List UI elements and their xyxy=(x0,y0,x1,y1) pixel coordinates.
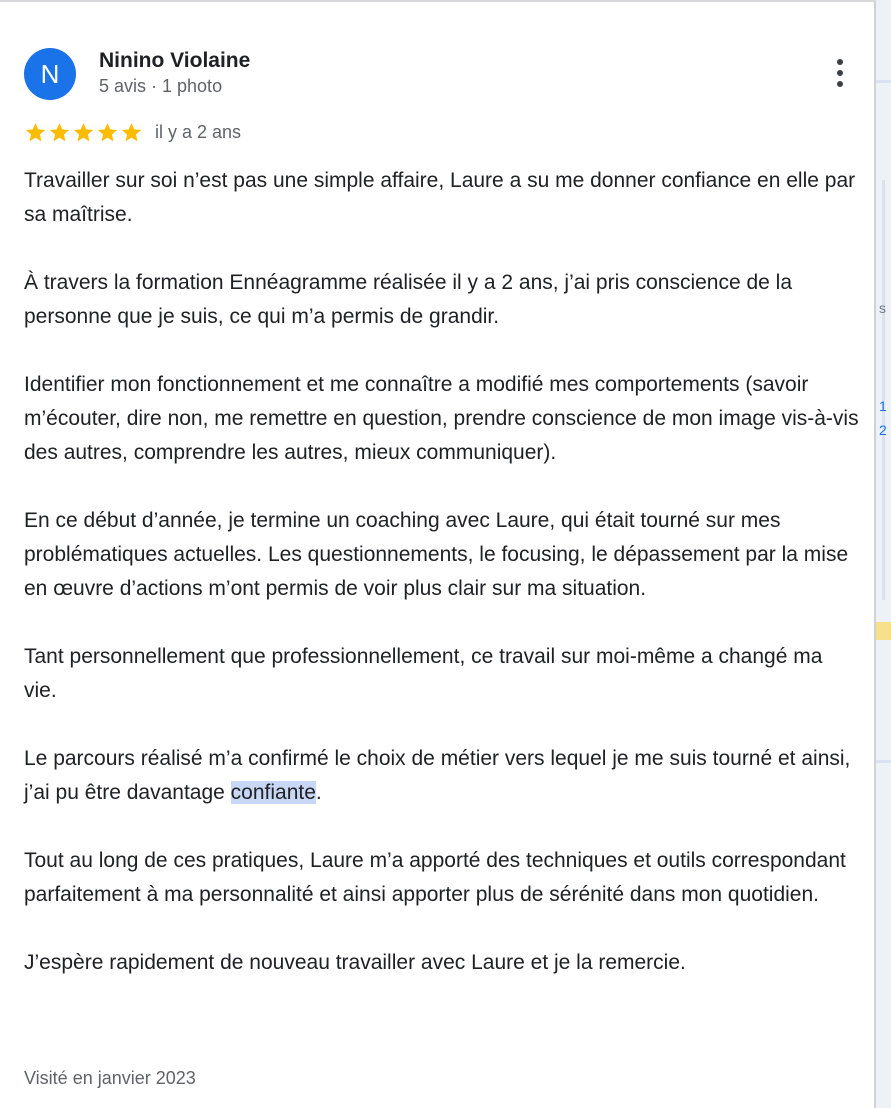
review-paragraph: En ce début d’année, je termine un coaching avec Laure, qui était tourné sur mes problématiques actuelles. Les questionnements, le focusing, le dépassement par la mise en œuvre d’actions m’ont permis de voir plus clair sur ma situation. xyxy=(24,509,849,600)
review-paragraph: J’espère rapidement de nouveau travailler avec Laure et je la remercie. xyxy=(24,951,686,974)
star-icon xyxy=(120,121,143,144)
review-paragraph xyxy=(24,742,860,810)
reviewer-name[interactable]: Ninino Violaine xyxy=(99,49,251,72)
selected-text: confiante xyxy=(230,781,316,804)
star-icon xyxy=(96,121,119,144)
review-paragraph: À travers la formation Ennéagramme réalisée il y a 2 ans, j’ai pris conscience de la personne que je suis, ce qui m’a permis de grandir. xyxy=(24,271,793,328)
more-vert-icon xyxy=(837,59,843,65)
review-paragraph: Tant personnellement que professionnellement, ce travail sur moi-même a changé ma vie. xyxy=(24,645,823,702)
map-edge: s 1 2 xyxy=(876,0,891,1108)
star-icon xyxy=(48,121,71,144)
star-icon xyxy=(72,121,95,144)
review-paragraph: Travailler sur soi n’est pas une simple affaire, Laure a su me donner confiance en elle par sa maîtrise. xyxy=(24,169,856,226)
avatar[interactable]: N xyxy=(24,48,76,100)
review-text xyxy=(24,164,860,980)
visited-date: Visité en janvier 2023 xyxy=(24,1068,196,1088)
review-paragraph: Tout au long de ces pratiques, Laure m’a apporté des techniques et outils correspondant parfaitement à ma personnalité et ainsi apporter plus de sérénité dans mon quotidien. xyxy=(24,849,846,906)
more-options-button[interactable] xyxy=(826,56,854,90)
star-icon xyxy=(24,121,47,144)
review-paragraph: Identifier mon fonctionnement et me connaître a modifié mes comportements (savoir m’écouter, dire non, me remettre en question, prendre conscience de mon image vis-à-vis des autres, comprendre les autres, mieux communiquer). xyxy=(24,373,859,464)
review-text-segment: Le parcours réalisé m’a confirmé le choix de métier vers lequel je me suis tourné et ainsi, j’ai pu être davantage xyxy=(24,747,851,804)
reviewer-meta: 5 avis · 1 photo xyxy=(99,76,223,96)
review-header xyxy=(24,46,854,102)
review-card xyxy=(0,2,876,1108)
review-date: il y a 2 ans xyxy=(155,121,242,142)
review-text-segment: . xyxy=(315,781,322,804)
star-rating xyxy=(24,121,143,144)
rating-row xyxy=(24,119,241,145)
